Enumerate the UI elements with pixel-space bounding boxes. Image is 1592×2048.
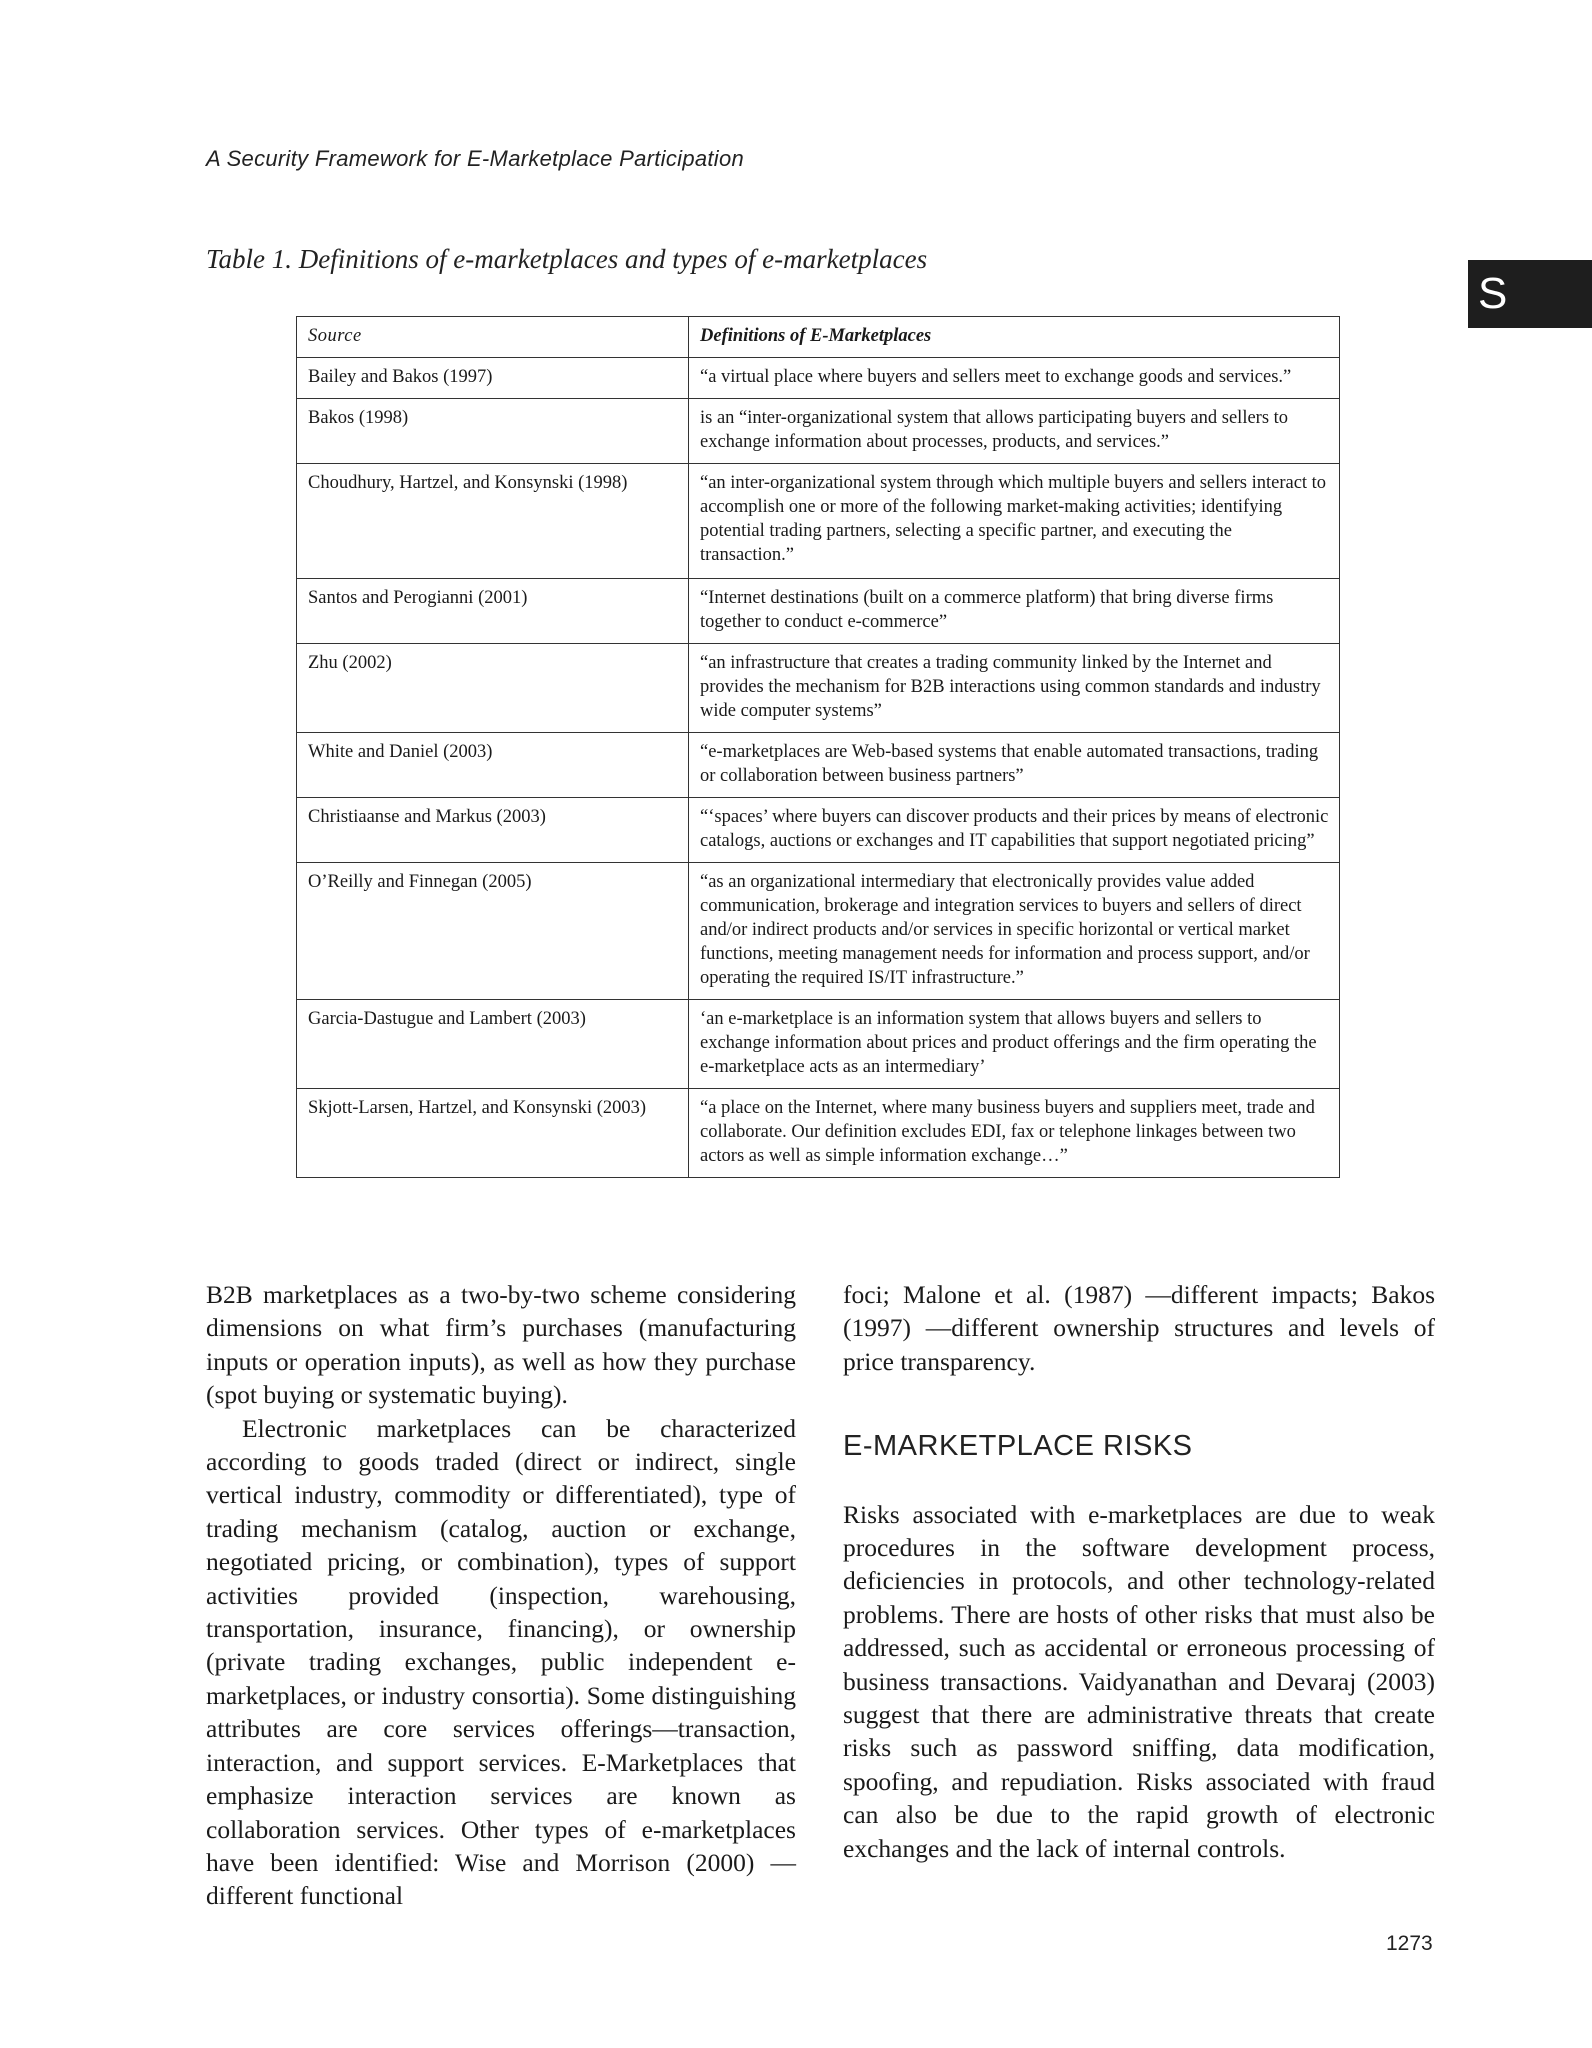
table-row <box>297 798 1340 863</box>
source-cell: Skjott-Larsen, Hartzel, and Konsynski (2003) <box>297 1089 689 1178</box>
body-paragraph: Risks associated with e-marketplaces are due to weak procedures in the software development process, deficiencies in protocols, and other technology-related problems. There are hosts of other risks that must also be addressed, such as accidental or erroneous processing of business transactions. Vaidyanathan and Devaraj (2003) suggest that there are administrative threats that create risks such as password sniffing, data modification, spoofing, and repudiation. Risks associated with fraud can also be due to the rapid growth of electronic exchanges and the lack of internal controls. <box>843 1499 1435 1863</box>
page-number: 1273 <box>1386 1932 1433 1955</box>
running-head: A Security Framework for E-Marketplace Participation <box>206 146 745 171</box>
source-cell: Bakos (1998) <box>297 399 689 464</box>
definition-cell: ‘an e-marketplace is an information system that allows buyers and sellers to exchange information about prices and product offerings and the firm operating the e-marketplace acts as an intermediary’ <box>689 1000 1340 1089</box>
source-cell: Choudhury, Hartzel, and Konsynski (1998) <box>297 464 689 579</box>
table-row <box>297 399 1340 464</box>
definition-cell: “an inter-organizational system through which multiple buyers and sellers interact to accomplish one or more of the following market-making activities; identifying potential trading partners, selecting a specific partner, and executing the transaction.” <box>689 464 1340 579</box>
definition-cell: “a virtual place where buyers and sellers meet to exchange goods and services.” <box>689 358 1340 399</box>
table-row <box>297 1089 1340 1178</box>
table-row <box>297 579 1340 644</box>
body-paragraph: B2B marketplaces as a two-by-two scheme considering dimensions on what firm’s purchases (manufacturing inputs or operation inputs), as well as how they purchase (spot buying or systematic buying). <box>206 1280 796 1410</box>
source-cell: Christiaanse and Markus (2003) <box>297 798 689 863</box>
source-cell: Santos and Perogianni (2001) <box>297 579 689 644</box>
definition-cell: “as an organizational intermediary that electronically provides value added communication, brokerage and integration services to buyers and sellers of direct and/or indirect products and/or services in specific horizontal or vertical market functions, meeting management needs for information and process support, and/or operating the required IS/IT infrastructure.” <box>689 863 1340 1000</box>
body-paragraph: Electronic marketplaces can be characterized according to goods traded (direct or indirect, single vertical industry, commodity or differentiated), type of trading mechanism (catalog, auction or exchange, negotiated pricing, or combination), types of support activities provided (inspection, warehousing, transportation, insurance, financing), or ownership (private trading exchanges, public independent e-marketplaces, or industry consortia). Some distinguishing attributes are core services offerings—transaction, interaction, and support services. E-Marketplaces that emphasize interaction services are known as collaboration services. Other types of e-marketplaces have been identified: Wise and Morrison (2000) —different functional <box>206 1413 796 1911</box>
table-row <box>297 644 1340 733</box>
source-cell: O’Reilly and Finnegan (2005) <box>297 863 689 1000</box>
table-row <box>297 358 1340 399</box>
definition-cell: “a place on the Internet, where many business buyers and suppliers meet, trade and collaborate. Our definition excludes EDI, fax or telephone linkages between two actors as well as simple information exchange…” <box>689 1089 1340 1178</box>
definition-cell: is an “inter-organizational system that allows participating buyers and sellers to exchange information about processes, products, and services.” <box>689 399 1340 464</box>
source-cell: White and Daniel (2003) <box>297 733 689 798</box>
table-caption: Table 1. Definitions of e-marketplaces and types of e-marketplaces <box>206 244 928 274</box>
column-header-source: Source <box>297 317 689 358</box>
column-header-definitions: Definitions of E-Marketplaces <box>689 317 1340 358</box>
left-text-column <box>206 1278 796 1913</box>
section-tab: S <box>1468 260 1592 328</box>
definition-cell: “e-marketplaces are Web-based systems that enable automated transactions, trading or collaboration between business partners” <box>689 733 1340 798</box>
table-header-row <box>297 317 1340 358</box>
definition-cell: “Internet destinations (built on a commerce platform) that bring diverse firms together to conduct e-commerce” <box>689 579 1340 644</box>
source-cell: Bailey and Bakos (1997) <box>297 358 689 399</box>
right-text-column <box>843 1278 1435 1865</box>
table-row <box>297 464 1340 579</box>
source-cell: Zhu (2002) <box>297 644 689 733</box>
source-cell: Garcia-Dastugue and Lambert (2003) <box>297 1000 689 1089</box>
table-row <box>297 733 1340 798</box>
definition-cell: “an infrastructure that creates a trading community linked by the Internet and provides the mechanism for B2B interactions using common standards and industry wide computer systems” <box>689 644 1340 733</box>
table-row <box>297 1000 1340 1089</box>
definition-cell: “‘spaces’ where buyers can discover products and their prices by means of electronic catalogs, auctions or exchanges and IT capabilities that support negotiated pricing” <box>689 798 1340 863</box>
definitions-table <box>296 316 1340 1178</box>
table-row <box>297 863 1340 1000</box>
section-heading: E-MARKETPLACE RISKS <box>843 1430 1193 1463</box>
body-paragraph: foci; Malone et al. (1987) —different impacts; Bakos (1997) —different ownership structures and levels of price transparency. <box>843 1280 1435 1376</box>
